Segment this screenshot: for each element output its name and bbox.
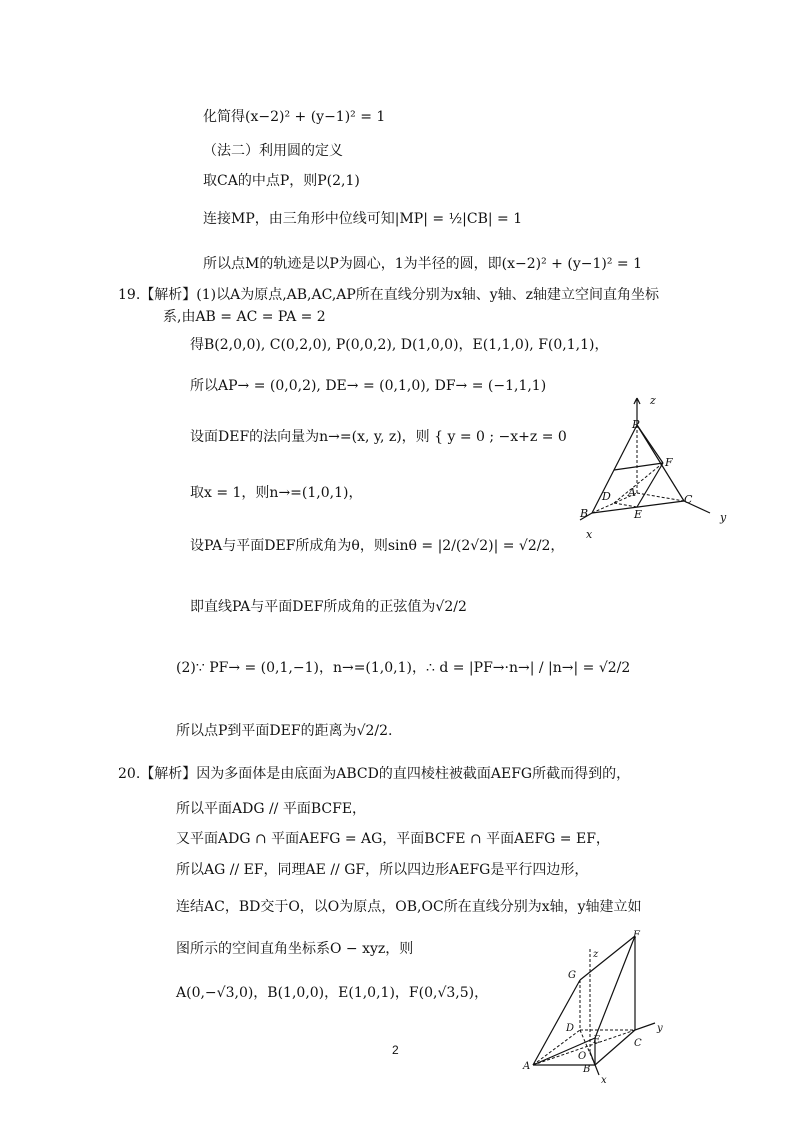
label-x: x	[586, 528, 593, 541]
label-E: E	[634, 508, 643, 521]
text-line: 连结AC，BD交于O，以O为原点，OB,OC所在直线分别为x轴，y轴建立如	[176, 899, 642, 915]
text-line: （法二）利用圆的定义	[203, 143, 343, 159]
text-line: 取x = 1，则n→=(1,0,1)，	[190, 485, 363, 501]
label-A: A	[628, 486, 636, 499]
text-line: 所以AG // EF，同理AE // GF，所以四边形AEFG是平行四边形，	[176, 862, 589, 878]
text-line: 化简得(x−2)² + (y−1)² = 1	[203, 109, 386, 125]
figure-tetrahedron	[570, 390, 740, 550]
figure-prism	[515, 925, 675, 1085]
label-G: G	[568, 970, 576, 981]
text-line: 19.【解析】(1)以A为原点,AB,AC,AP所在直线分别为x轴、y轴、z轴建立空间直角坐标	[118, 287, 659, 303]
label-F: F	[633, 930, 640, 941]
label-z: z	[650, 394, 656, 407]
text-line: 设面DEF的法向量为n→=(x, y, z)，则 { y = 0 ; −x+z = 0	[190, 429, 567, 445]
text-line: A(0,−√3,0)，B(1,0,0)，E(1,0,1)，F(0,√3,5)，	[176, 985, 489, 1001]
label-B: B	[583, 1064, 591, 1075]
text-line: 系,由AB = AC = PA = 2	[163, 309, 326, 325]
label-A: A	[523, 1061, 531, 1072]
label-z: z	[593, 949, 599, 960]
text-line: 连接MP，由三角形中位线可知|MP| = ½|CB| = 1	[203, 211, 523, 227]
label-F: F	[665, 456, 673, 469]
label-P: P	[632, 418, 640, 431]
text-line: 即直线PA与平面DEF所成角的正弦值为√2/2	[190, 599, 467, 615]
text-line: 设PA与平面DEF所成角为θ，则sinθ = |2/(2√2)| = √2/2，	[190, 538, 565, 554]
text-line: 图所示的空间直角坐标系O − xyz，则	[176, 941, 414, 957]
page-number: 2	[392, 1043, 399, 1057]
label-D: D	[566, 1023, 575, 1034]
text-line: (2)∵ PF→ = (0,1,−1)，n→=(1,0,1)，∴ d = |PF→·n→| / |n→| = √2/2	[176, 660, 631, 676]
text-line: 所以点P到平面DEF的距离为√2/2.	[176, 723, 393, 739]
text-line: 又平面ADG ∩ 平面AEFG = AG，平面BCFE ∩ 平面AEFG = EF，	[176, 831, 610, 847]
text-line: 所以AP→ = (0,0,2), DE→ = (0,1,0), DF→ = (−1,1,1)	[190, 378, 547, 394]
text-line: 所以点M的轨迹是以P为圆心，1为半径的圆，即(x−2)² + (y−1)² = 1	[203, 256, 642, 272]
label-y: y	[720, 511, 727, 524]
label-B: B	[580, 507, 589, 520]
label-x: x	[601, 1075, 607, 1085]
label-D: D	[602, 490, 611, 503]
text-line: 所以平面ADG // 平面BCFE，	[176, 801, 367, 817]
label-O: O	[578, 1051, 587, 1062]
label-C: C	[684, 493, 693, 506]
text-line: 20.【解析】因为多面体是由底面为ABCD的直四棱柱被截面AEFG所截而得到的，	[118, 766, 631, 782]
text-line: 得B(2,0,0), C(0,2,0), P(0,0,2), D(1,0,0)，E(1,1,0), F(0,1,1)，	[190, 337, 609, 353]
label-C: C	[634, 1038, 642, 1049]
label-y: y	[657, 1023, 663, 1034]
label-E: E	[593, 1035, 601, 1046]
text-line: 取CA的中点P，则P(2,1)	[203, 173, 360, 189]
